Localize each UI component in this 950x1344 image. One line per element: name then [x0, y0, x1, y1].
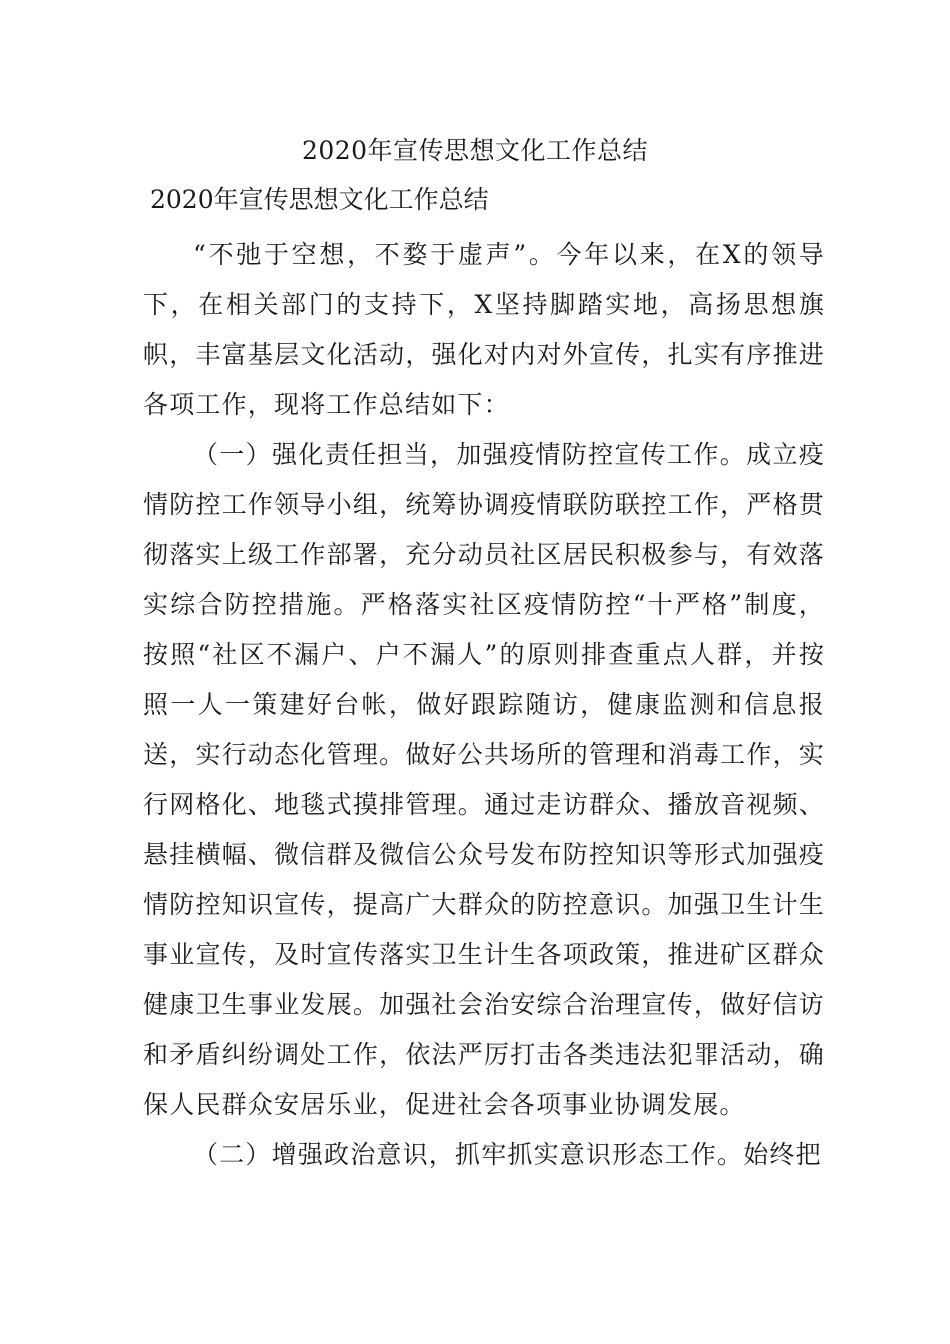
paragraph-intro: “不弛于空想，不婺于虚声”。今年以来，在X的领导下，在相关部门的支持下，X坚持脚踏实地，高扬思想旗帜，丰富基层文化活动，强化对内对外宣传，扎实有序推进各项工作，现将工作总结如下：	[143, 240, 825, 419]
document-subtitle: 2020年宣传思想文化工作总结	[150, 185, 489, 214]
document-title: 2020年宣传思想文化工作总结	[301, 136, 649, 165]
paragraph-section-2: （二）增强政治意识，抓牢抓实意识形态工作。始终把	[193, 1140, 822, 1169]
document-body	[143, 230, 825, 1180]
paragraph-section-1: （一）强化责任担当，加强疫情防控宣传工作。成立疫情防控工作领导小组，统筹协调疫情联防联控工作，严格贯彻落实上级工作部署，充分动员社区居民积极参与，有效落实综合防控措施。严格落实社区疫情防控“十严格”制度，按照“社区不漏户、户不漏人”的原则排查重点人群，并按照一人一策建好台帐，做好跟踪随访，健康监测和信息报送，实行动态化管理。做好公共场所的管理和消毒工作，实行网格化、地毯式摸排管理。通过走访群众、播放音视频、悬挂横幅、微信群及微信公众号发布防控知识等形式加强疫情防控知识宣传，提高广大群众的防控意识。加强卫生计生事业宣传，及时宣传落实卫生计生各项政策，推进矿区群众健康卫生事业发展。加强社会治安综合治理宣传，做好信访和矛盾纠纷调处工作，依法严厉打击各类违法犯罪活动，确保人民群众安居乐业，促进社会各项事业协调发展。	[143, 440, 825, 1119]
